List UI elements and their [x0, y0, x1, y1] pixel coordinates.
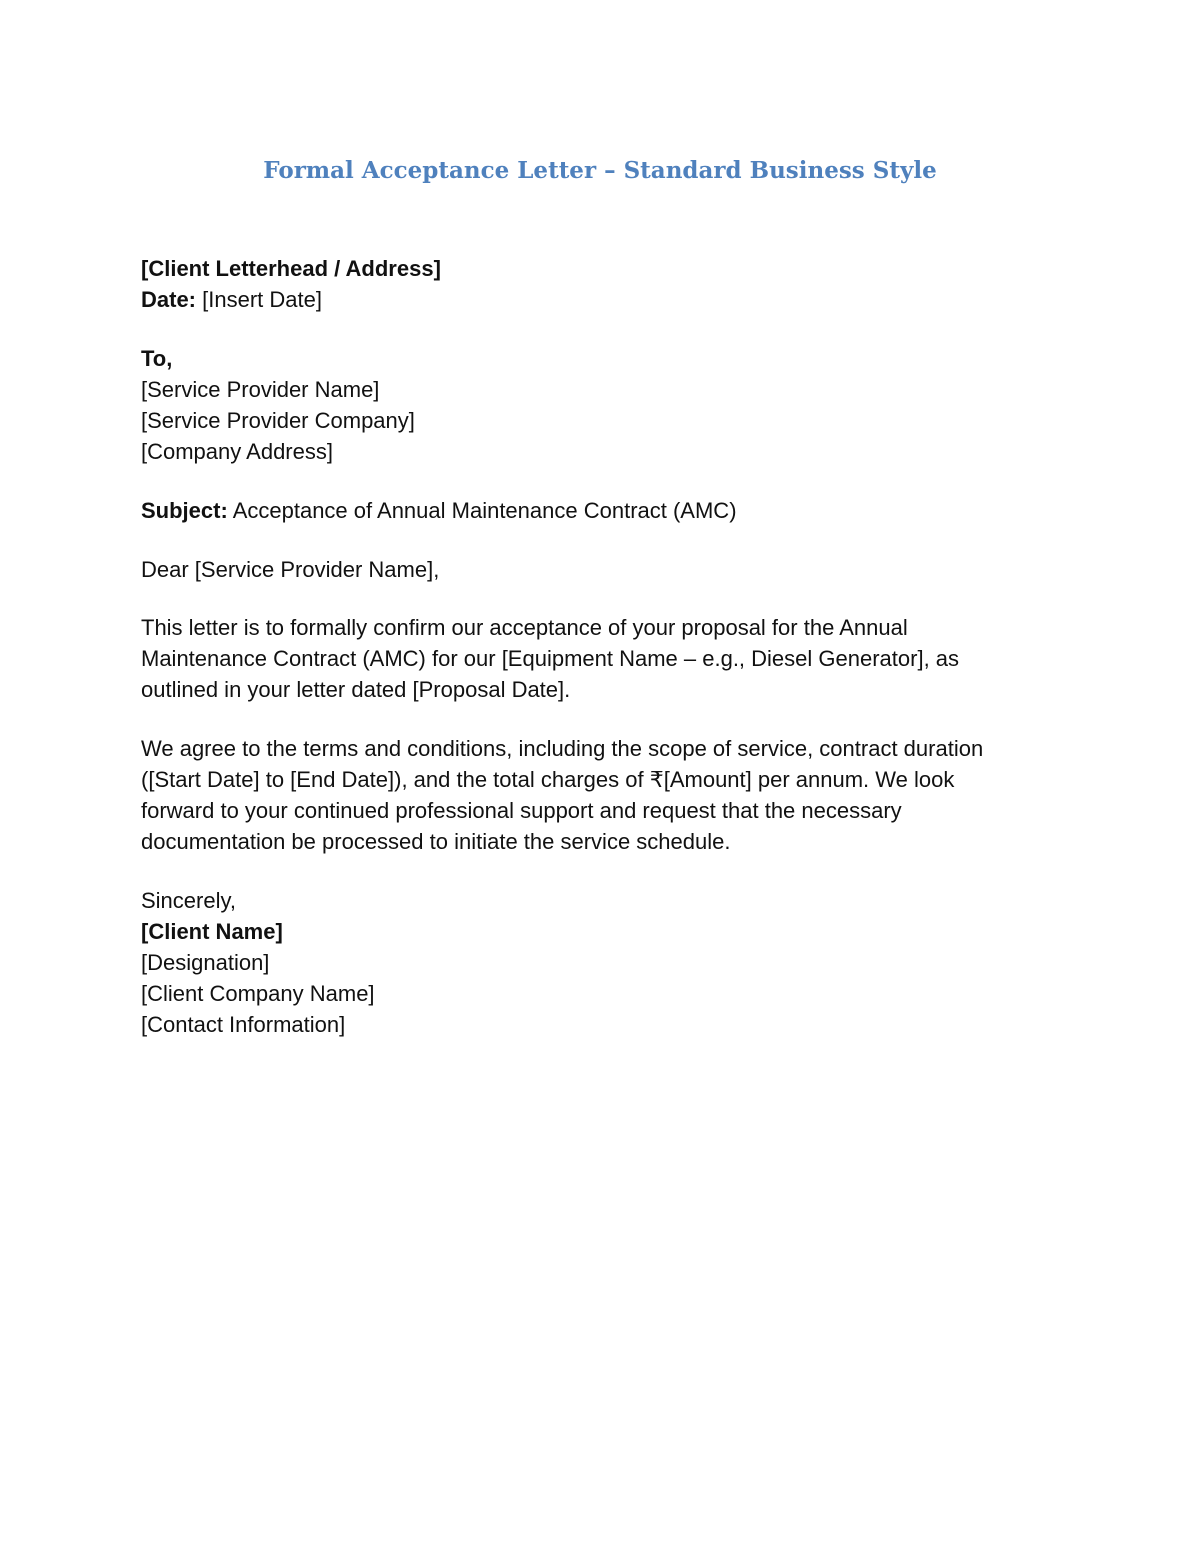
subject-label: Subject:	[141, 498, 228, 523]
client-name: [Client Name]	[141, 919, 283, 944]
closing: Sincerely,	[141, 888, 236, 913]
paragraph-terms	[141, 733, 1061, 857]
salutation	[141, 554, 1061, 585]
date-line	[141, 284, 1061, 315]
paragraph-line: documentation be processed to initiate the service schedule.	[141, 829, 731, 854]
signature-block	[141, 885, 1061, 1040]
letterhead: [Client Letterhead / Address]	[141, 256, 441, 281]
paragraph-line: We agree to the terms and conditions, including the scope of service, contract duration	[141, 736, 984, 761]
recipient-name: [Service Provider Name]	[141, 377, 380, 402]
designation: [Designation]	[141, 950, 270, 975]
to-label: To,	[141, 346, 173, 371]
client-company: [Client Company Name]	[141, 981, 375, 1006]
paragraph-line: ([Start Date] to [End Date]), and the total charges of ₹[Amount] per annum. We look	[141, 767, 955, 792]
contact-information: [Contact Information]	[141, 1012, 346, 1037]
subject-value: Acceptance of Annual Maintenance Contract (AMC)	[227, 498, 737, 523]
subject-line	[141, 495, 1061, 526]
paragraph-line: Maintenance Contract (AMC) for our [Equipment Name – e.g., Diesel Generator], as	[141, 646, 960, 671]
letter-header	[141, 253, 1061, 315]
paragraph-acceptance	[141, 612, 1061, 705]
salutation-text: Dear [Service Provider Name],	[141, 557, 440, 582]
paragraph-line: forward to your continued professional support and request that the necessary	[141, 798, 902, 823]
recipient-company: [Service Provider Company]	[141, 408, 415, 433]
recipient-address: [Company Address]	[141, 439, 333, 464]
paragraph-line: This letter is to formally confirm our acceptance of your proposal for the Annual	[141, 615, 908, 640]
date-value: [Insert Date]	[196, 287, 322, 312]
date-label: Date:	[141, 287, 197, 312]
letter-title: Formal Acceptance Letter – Standard Business Style	[263, 157, 937, 184]
recipient-block	[141, 343, 1061, 467]
paragraph-line: outlined in your letter dated [Proposal Date].	[141, 677, 571, 702]
